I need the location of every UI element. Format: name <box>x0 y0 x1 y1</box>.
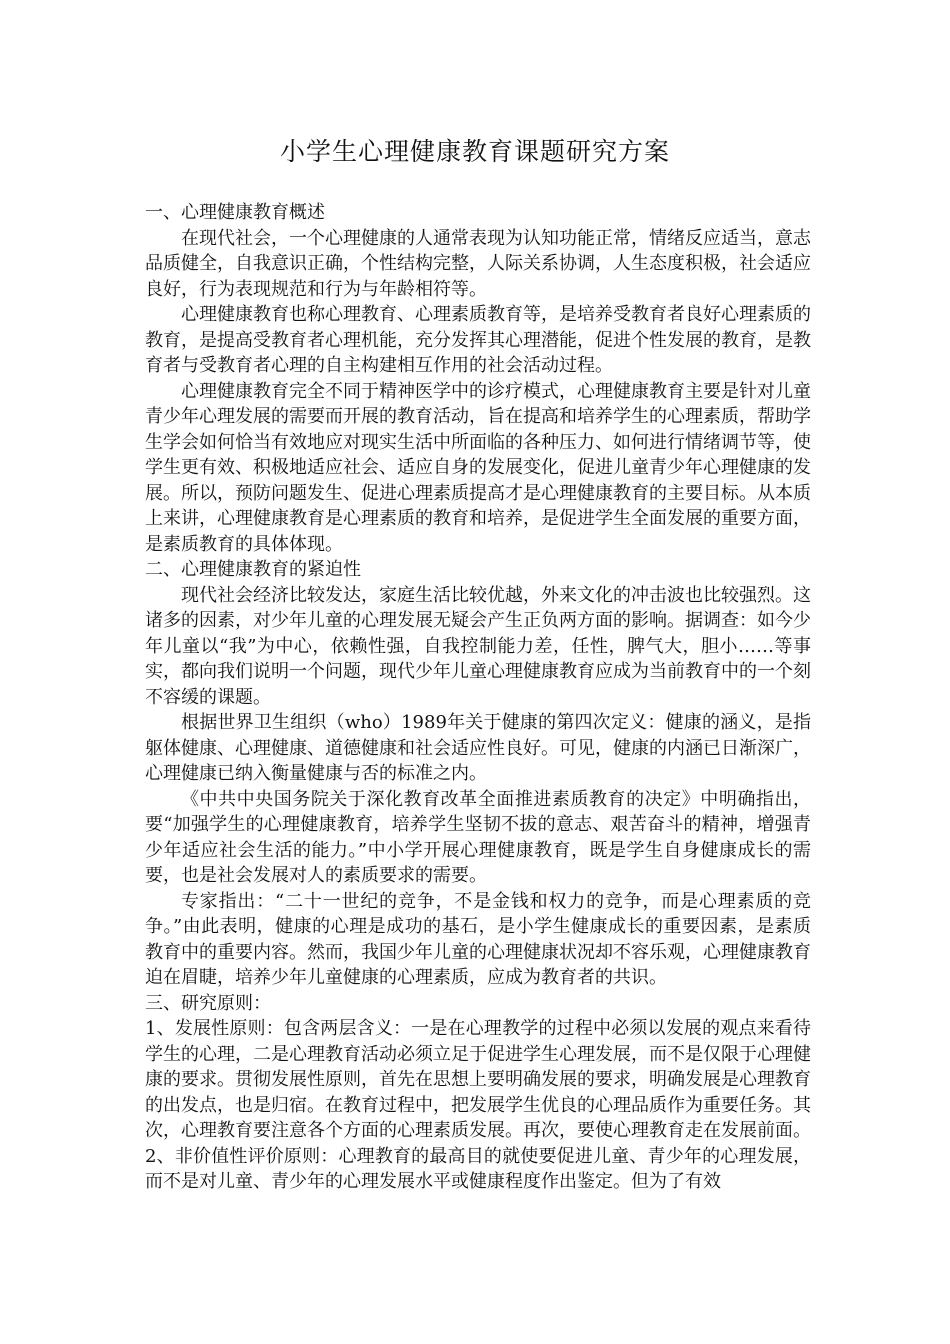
document-body <box>145 200 811 1195</box>
paragraph: 心理健康教育完全不同于精神医学中的诊疗模式，心理健康教育主要是针对儿童青少年心理发展的需要而开展的教育活动，旨在提高和培养学生的心理素质，帮助学生学会如何恰当有效地应对现实生活中所面临的各种压力、如何进行情绪调节等，使学生更有效、积极地适应社会、适应自身的发展变化，促进儿童青少年心理健康的发展。所以，预防问题发生、促进心理素质提高才是心理健康教育的主要目标。从本质上来讲，心理健康教育是心理素质的教育和培养，是促进学生全面发展的重要方面，是素质教育的具体体现。 <box>145 380 811 555</box>
section-heading: 二、心理健康教育的紧迫性 <box>145 559 361 580</box>
document-title: 小学生心理健康教育课题研究方案 <box>279 137 670 166</box>
section-heading: 三、研究原则： <box>145 992 271 1014</box>
principle-item: 2、非价值性评价原则：心理教育的最高目的就使要促进儿童、青少年的心理发展，而不是对儿童、青少年的心理发展水平或健康程度作出鉴定。但为了有效 <box>145 1145 811 1192</box>
paragraph: 专家指出：“二十一世纪的竞争，不是金钱和权力的竞争，而是心理素质的竞争。”由此表明，健康的心理是成功的基石，是小学生健康成长的重要因素，是素质教育中的重要内容。然而，我国少年儿童的心理健康状况却不容乐观，心理健康教育迫在眉睫，培养少年儿童健康的心理素质，应成为教育者的共识。 <box>145 890 811 988</box>
section-heading: 一、心理健康教育概述 <box>145 202 325 223</box>
paragraph: 现代社会经济比较发达，家庭生活比较优越，外来文化的冲击波也比较强烈。这诸多的因素，对少年儿童的心理发展无疑会产生正负两方面的影响。据调查：如今少年儿童以“我”为中心，依赖性强，自我控制能力差，任性，脾气大，胆小……等事实，都向我们说明一个问题，现代少年儿童心理健康教育应成为当前教育中的一个刻不容缓的课题。 <box>145 584 811 708</box>
paragraph: 《中共中央国务院关于深化教育改革全面推进素质教育的决定》中明确指出，要“加强学生的心理健康教育，培养学生坚韧不拔的意志、艰苦奋斗的精神，增强青少年适应社会生活的能力。”中小学开展心理健康教育，既是学生自身健康成长的需要，也是社会发展对人的素质要求的需要。 <box>145 788 811 886</box>
paragraph: 根据世界卫生组织（who）1989年关于健康的第四次定义：健康的涵义，是指躯体健康、心理健康、道德健康和社会适应性良好。可见，健康的内涵已日渐深广，心理健康已纳入衡量健康与否的标准之内。 <box>145 712 811 784</box>
paragraph: 在现代社会，一个心理健康的人通常表现为认知功能正常，情绪反应适当，意志品质健全，自我意识正确，个性结构完整，人际关系协调，人生态度积极，社会适应良好，行为表现规范和行为与年龄相符等。 <box>145 227 811 300</box>
paragraph: 心理健康教育也称心理教育、心理素质教育等，是培养受教育者良好心理素质的教育，是提高受教育者心理机能，充分发挥其心理潜能，促进个性发展的教育，是教育者与受教育者心理的自主构建相互作用的社会活动过程。 <box>145 304 811 376</box>
principle-item: 1、发展性原则：包含两层含义：一是在心理教学的过程中必须以发展的观点来看待学生的心理，二是心理教育活动必须立足于促进学生心理发展，而不是仅限于心理健康的要求。贯彻发展性原则，首先在思想上要明确发展的要求，明确发展是心理教育的出发点，也是归宿。在教育过程中，把发展学生优良的心理品质作为重要任务。其次，心理教育要注意各个方面的心理素质发展。再次，要使心理教育走在发展前面。 <box>145 1018 811 1141</box>
